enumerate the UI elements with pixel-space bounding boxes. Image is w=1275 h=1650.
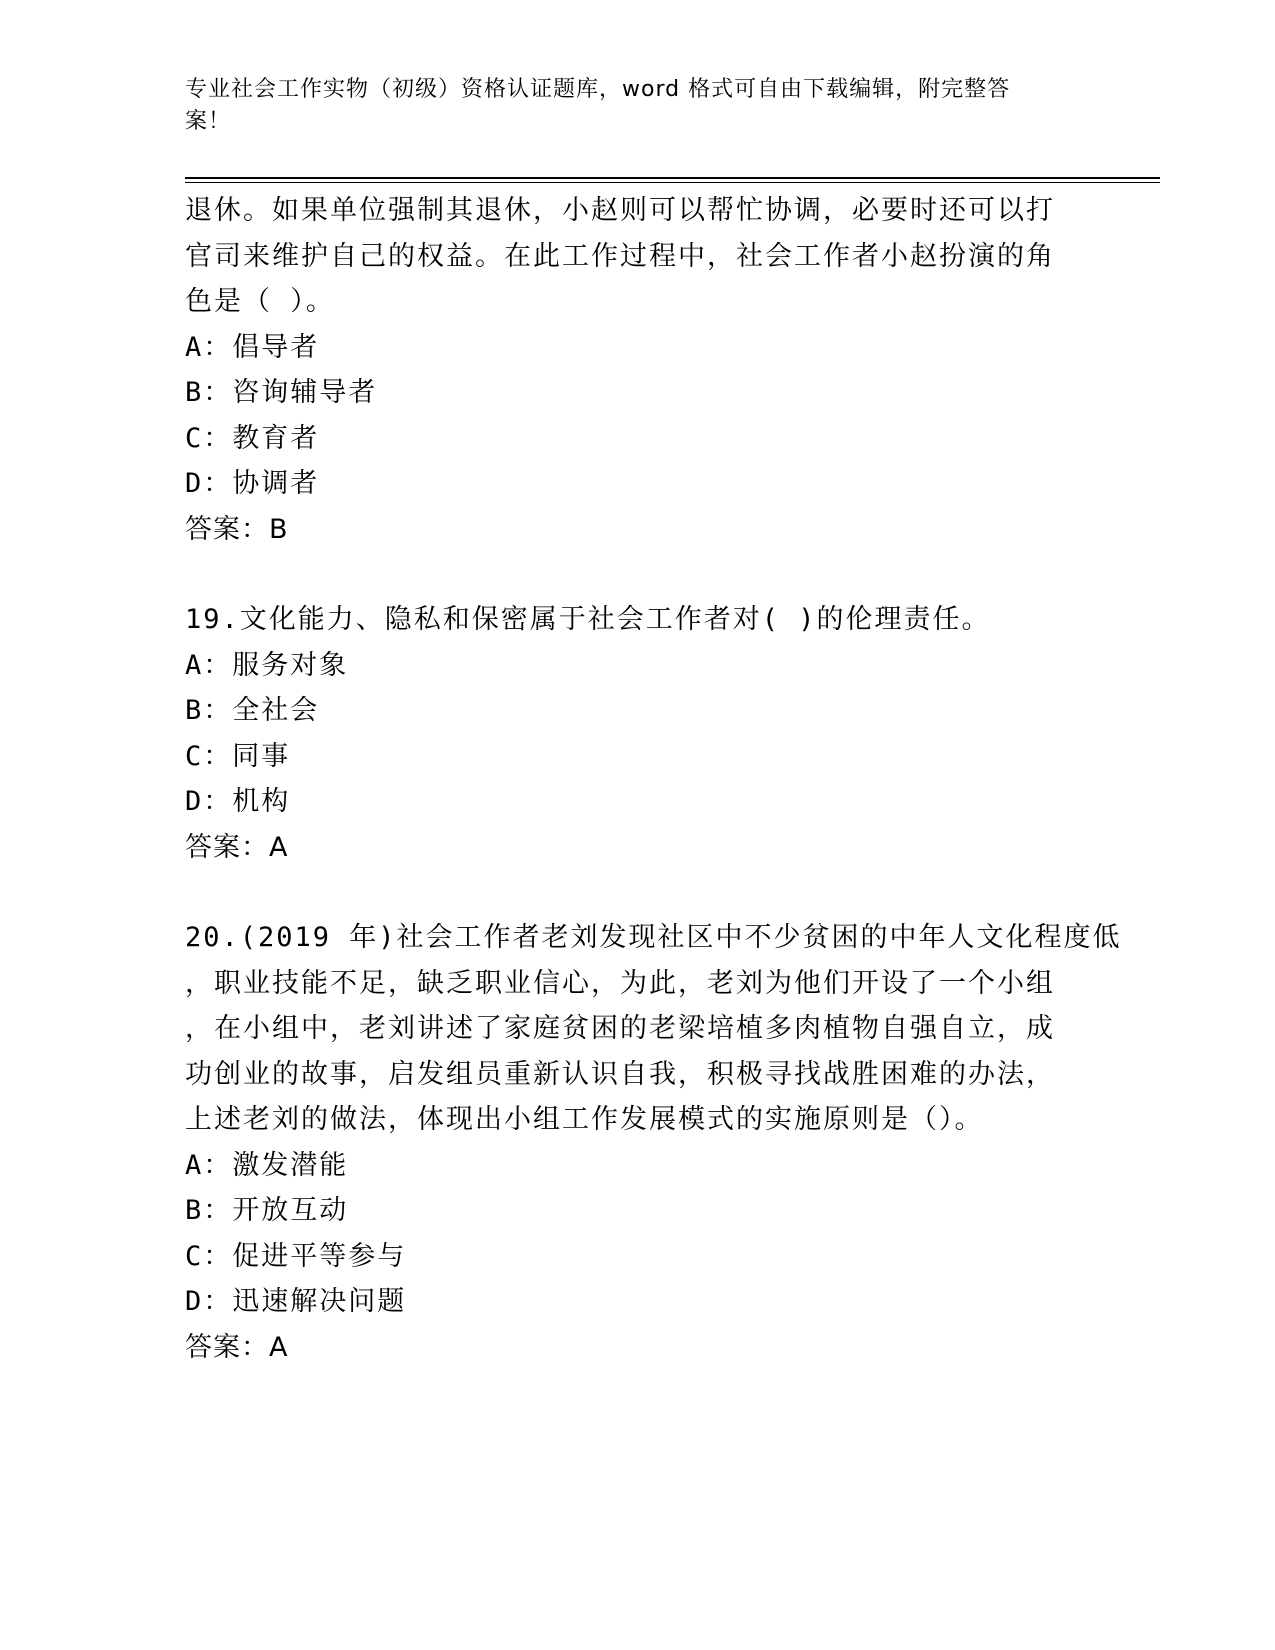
option-d: D：迅速解决问题	[185, 1286, 407, 1317]
answer: 答案：B	[185, 513, 289, 545]
option-b: B：开放互动	[185, 1195, 349, 1226]
option-b: B：全社会	[185, 695, 320, 726]
option-d: D：协调者	[185, 468, 320, 499]
option-a: A：激发潜能	[185, 1149, 349, 1181]
option-c: C：促进平等参与	[185, 1240, 407, 1272]
answer: 答案：A	[185, 831, 289, 863]
question-stem-line: ，在小组中，老刘讲述了家庭贫困的老梁培植多肉植物自强自立，成	[185, 1013, 1055, 1044]
header-line-1: 专业社会工作实物（初级）资格认证题库，word 格式可自由下载编辑，附完整答	[185, 77, 1011, 102]
option-a: A：倡导者	[185, 331, 320, 363]
question-stem-line: 官司来维护自己的权益。在此工作过程中，社会工作者小赵扮演的角	[185, 240, 1055, 272]
question-18	[185, 188, 1085, 552]
question-stem-line: 19.文化能力、隐私和保密属于社会工作者对( )的伦理责任。	[185, 604, 991, 635]
option-d: D：机构	[185, 786, 291, 817]
question-stem-line: 色是（ ）。	[185, 286, 335, 317]
question-stem-line: ，职业技能不足，缺乏职业信心，为此，老刘为他们开设了一个小组	[185, 967, 1055, 999]
option-a: A：服务对象	[185, 649, 349, 681]
header-divider-thick	[185, 177, 1160, 179]
option-c: C：教育者	[185, 422, 320, 454]
question-stem-line: 功创业的故事，启发组员重新认识自我，积极寻找战胜困难的办法，	[185, 1058, 1055, 1090]
page-header	[185, 74, 1065, 138]
answer: 答案：A	[185, 1331, 289, 1363]
spacer	[185, 870, 1085, 915]
option-b: B：咨询辅导者	[185, 377, 378, 408]
question-stem-line: 20.(2019 年)社会工作者老刘发现社区中不少贫困的中年人文化程度低	[185, 922, 1122, 953]
header-divider-thin	[185, 182, 1160, 183]
question-stem-line: 退休。如果单位强制其退休，小赵则可以帮忙协调，必要时还可以打	[185, 195, 1055, 226]
question-20	[185, 915, 1122, 1370]
option-c: C：同事	[185, 740, 291, 772]
question-content	[185, 188, 1122, 1370]
question-19	[185, 597, 1085, 870]
question-stem-line: 上述老刘的做法，体现出小组工作发展模式的实施原则是（）。	[185, 1104, 984, 1135]
header-line-2: 案！	[185, 109, 232, 134]
spacer	[185, 552, 1085, 597]
